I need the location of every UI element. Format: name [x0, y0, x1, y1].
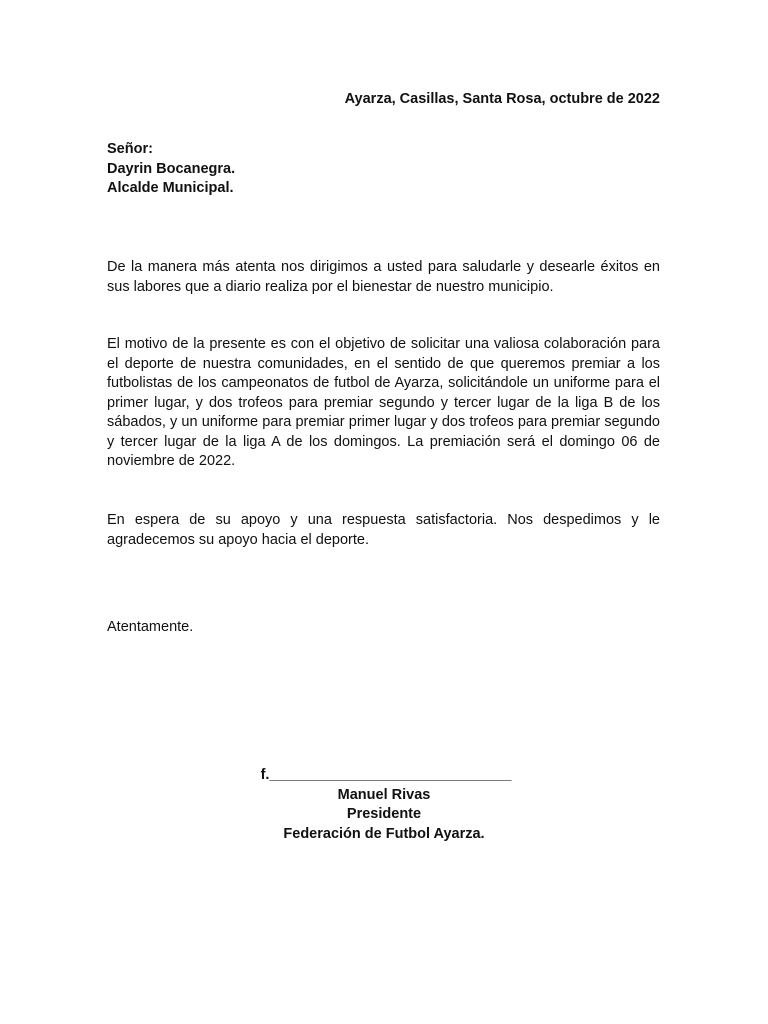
paragraph-request: El motivo de la presente es con el objetivo de solicitar una valiosa colaboración para el deporte de nuestra comunidades, en el sentido de que queremos premiar a los futbolistas de los campeonatos de futbol de Ayarza, solicitándole un uniforme para el primer lugar, y dos trofeos para premiar segundo y tercer lugar de la liga B de los sábados, y un uniforme para premiar primer lugar y dos trofeos para premiar segundo y tercer lugar de la liga A de los domingos. La premiación será el domingo 06 de noviembre de 2022. [107, 336, 660, 469]
recipient-name: Dayrin Bocanegra. [107, 160, 236, 177]
recipient-title: Alcalde Municipal. [107, 180, 234, 196]
signature-line: f.______________________________ [260, 767, 512, 783]
signature-block [0, 766, 768, 844]
paragraph-farewell: En espera de su apoyo y una respuesta satisfactoria. Nos despedimos y le agradecemos su apoyo hacia el deporte. [107, 512, 660, 548]
paragraph-greeting: De la manera más atenta nos dirigimos a usted para saludarle y desearle éxitos en sus labores que a diario realiza por el bienestar de nuestro municipio. [107, 259, 660, 295]
date-line: Ayarza, Casillas, Santa Rosa, octubre de 2022 [344, 91, 660, 107]
signer-organization: Federación de Futbol Ayarza. [283, 825, 485, 842]
signer-name: Manuel Rivas [337, 786, 431, 803]
recipient-block [107, 140, 235, 199]
recipient-salutation: Señor: [107, 141, 153, 157]
signer-role: Presidente [346, 806, 422, 822]
closing: Atentamente. [107, 619, 194, 635]
